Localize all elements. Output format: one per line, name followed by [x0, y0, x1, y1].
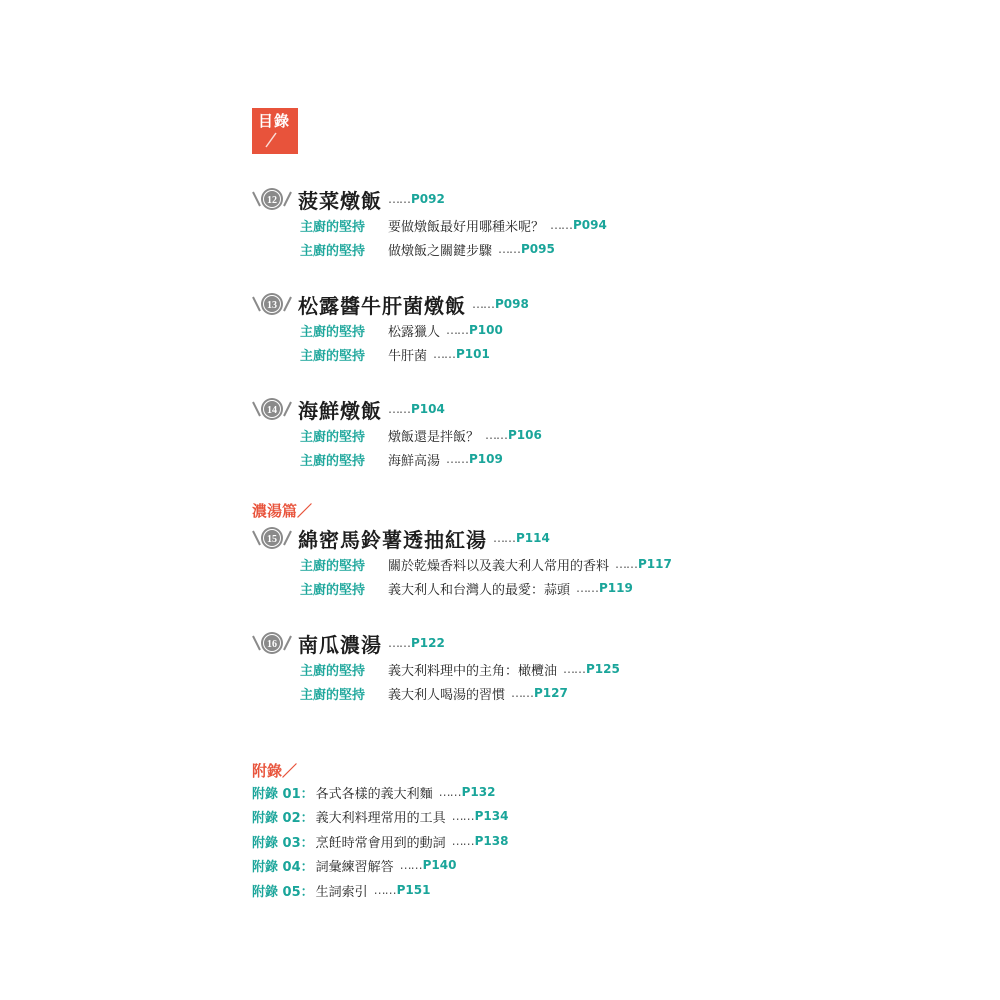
chapter-title: 南瓜濃湯 — [298, 632, 382, 657]
page-number: P095 — [521, 242, 555, 256]
leader-dots: …… — [373, 883, 396, 897]
chapter-number-badge-icon — [252, 630, 292, 656]
page-number: P114 — [516, 531, 550, 545]
leader-dots: …… — [446, 452, 469, 466]
sub-entry[interactable] — [300, 681, 620, 705]
appendix-label: 附錄 01： — [252, 786, 314, 802]
chapter-heading[interactable] — [252, 396, 542, 422]
page-number: P132 — [461, 785, 496, 799]
sub-entry-title: 做燉飯之關鍵步驟 — [388, 243, 493, 259]
sub-entry[interactable] — [300, 213, 607, 237]
sub-entry-title: 要做燉飯最好用哪種米呢？ — [388, 219, 545, 235]
chapter-heading[interactable] — [252, 525, 672, 551]
sub-entry-label: 主廚的堅持 — [300, 348, 366, 364]
sub-entry-title: 燉飯還是拌飯？ — [388, 429, 480, 445]
leader-dots: …… — [451, 834, 474, 848]
section-heading-appendix: 附錄／ — [252, 762, 298, 780]
appendix-title: 生詞索引 — [315, 884, 368, 900]
sub-entry-label: 主廚的堅持 — [300, 324, 366, 340]
chapter-title: 海鮮燉飯 — [298, 398, 382, 423]
chapter-number: 14 — [267, 405, 277, 416]
chapter-number-badge-icon — [252, 291, 292, 317]
page-number: P122 — [411, 636, 445, 650]
chapter-15[interactable] — [252, 525, 672, 600]
page-number: P125 — [586, 662, 620, 676]
appendix-title: 各式各樣的義大利麵 — [315, 786, 433, 802]
page-number: P104 — [411, 402, 445, 416]
sub-entry-label: 主廚的堅持 — [300, 219, 366, 235]
appendix-title: 義大利料理常用的工具 — [315, 810, 446, 826]
sub-entry[interactable] — [300, 237, 607, 261]
appendix-entry[interactable] — [252, 854, 456, 876]
chapter-number-badge-icon — [252, 525, 292, 551]
leader-dots: …… — [563, 662, 586, 676]
sub-entry-label: 主廚的堅持 — [300, 582, 366, 598]
chapter-title: 綿密馬鈴薯透抽紅湯 — [298, 527, 487, 552]
chapter-number: 16 — [267, 639, 277, 650]
appendix-title: 詞彙練習解答 — [315, 859, 394, 875]
sub-entry-label: 主廚的堅持 — [300, 663, 366, 679]
sub-entry-label: 主廚的堅持 — [300, 453, 366, 469]
page-number: P138 — [474, 834, 509, 848]
chapter-heading[interactable] — [252, 186, 607, 212]
leader-dots: …… — [493, 531, 515, 545]
sub-entry-title: 義大利人和台灣人的最愛：蒜頭 — [388, 582, 571, 598]
page-number: P106 — [508, 428, 542, 442]
appendix-entry[interactable] — [252, 830, 508, 852]
appendix-label: 附錄 05： — [252, 884, 314, 900]
chapter-16[interactable] — [252, 630, 620, 705]
chapter-number: 13 — [267, 300, 277, 311]
sub-entry-title: 海鮮高湯 — [388, 453, 441, 469]
leader-dots: …… — [472, 297, 494, 311]
chapter-number-badge-icon — [252, 186, 292, 212]
page-number: P100 — [469, 323, 503, 337]
toc-badge-label: 目錄 — [258, 112, 291, 130]
sub-entry-label: 主廚的堅持 — [300, 687, 366, 703]
sub-entry-title: 松露獵人 — [388, 324, 441, 340]
chapter-number: 12 — [267, 195, 277, 206]
sub-entry-label: 主廚的堅持 — [300, 558, 366, 574]
chapter-number: 15 — [267, 534, 277, 545]
page-number: P101 — [456, 347, 490, 361]
page-number: P109 — [469, 452, 503, 466]
sub-entry-title: 牛肝菌 — [388, 348, 428, 364]
chapter-heading[interactable] — [252, 630, 620, 656]
page-number: P098 — [495, 297, 529, 311]
sub-entry-title: 關於乾燥香料以及義大利人常用的香料 — [388, 558, 610, 574]
leader-dots: …… — [485, 428, 508, 442]
appendix-label: 附錄 03： — [252, 835, 314, 851]
leader-dots: …… — [399, 858, 422, 872]
page-number: P134 — [474, 809, 509, 823]
leader-dots: …… — [446, 323, 469, 337]
sub-entry-label: 主廚的堅持 — [300, 243, 366, 259]
leader-dots: …… — [388, 636, 410, 650]
sub-entry[interactable] — [300, 552, 672, 576]
sub-entry[interactable] — [300, 423, 542, 447]
page-number: P092 — [411, 192, 445, 206]
sub-entry-label: 主廚的堅持 — [300, 429, 366, 445]
sub-entry[interactable] — [300, 657, 620, 681]
leader-dots: …… — [388, 402, 410, 416]
page-number: P119 — [599, 581, 633, 595]
appendix-label: 附錄 04： — [252, 859, 314, 875]
slash-icon — [264, 132, 278, 148]
leader-dots: …… — [511, 686, 534, 700]
page-number: P151 — [396, 883, 431, 897]
sub-entry-title: 義大利料理中的主角：橄欖油 — [388, 663, 558, 679]
leader-dots: …… — [451, 809, 474, 823]
leader-dots: …… — [550, 218, 573, 232]
page-number: P117 — [638, 557, 672, 571]
appendix-entry[interactable] — [252, 781, 495, 803]
appendix-title: 烹飪時常會用到的動詞 — [315, 835, 446, 851]
page-number: P094 — [573, 218, 607, 232]
sub-entry[interactable] — [300, 318, 529, 342]
section-heading-soup: 濃湯篇／ — [252, 502, 313, 520]
chapter-heading[interactable] — [252, 291, 529, 317]
appendix-entry[interactable] — [252, 879, 430, 901]
leader-dots: …… — [433, 347, 456, 361]
chapter-12[interactable] — [252, 186, 607, 261]
leader-dots: …… — [615, 557, 638, 571]
leader-dots: …… — [498, 242, 521, 256]
appendix-label: 附錄 02： — [252, 810, 314, 826]
appendix-entry[interactable] — [252, 805, 508, 827]
page-number: P140 — [422, 858, 457, 872]
sub-entry-title: 義大利人喝湯的習慣 — [388, 687, 506, 703]
leader-dots: …… — [388, 192, 410, 206]
sub-entry[interactable] — [300, 447, 542, 471]
chapter-number-badge-icon — [252, 396, 292, 422]
chapter-title: 松露醬牛肝菌燉飯 — [298, 293, 466, 318]
sub-entry[interactable] — [300, 342, 529, 366]
chapter-14[interactable] — [252, 396, 542, 471]
sub-entry[interactable] — [300, 576, 672, 600]
chapter-13[interactable] — [252, 291, 529, 366]
page-number: P127 — [534, 686, 568, 700]
leader-dots: …… — [576, 581, 599, 595]
toc-badge — [252, 108, 298, 154]
chapter-title: 菠菜燉飯 — [298, 188, 382, 213]
leader-dots: …… — [438, 785, 461, 799]
